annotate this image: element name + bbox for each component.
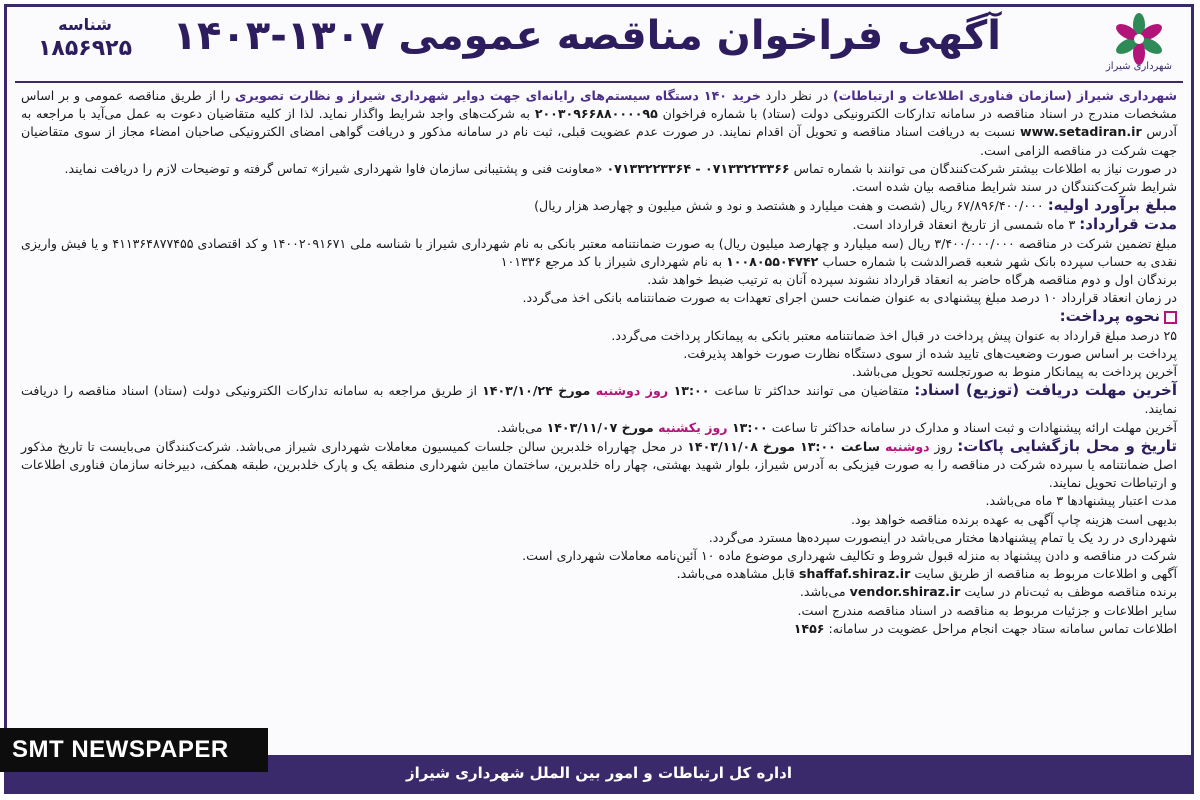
- estimate-value: ۶۷/۸۹۶/۴۰۰/۰۰۰ ریال (شصت و هفت میلیارد و هشتصد و نود و شش میلیون و چهارصد هزار ریال): [534, 198, 1048, 214]
- guarantee-end: به نام شهرداری شیراز با کد مرجع ۱۰۱۳۳۶: [500, 253, 727, 269]
- submission-paragraph: [21, 419, 1177, 437]
- payment-title-row: [21, 307, 1177, 326]
- ad-footer: اداره کل ارتباطات و امور بین الملل شهرداری شیراز: [7, 755, 1191, 791]
- ad-title: آگهی فراخوان مناقصه عمومی ۱۳۰۷-۱۴۰۳: [172, 13, 1001, 59]
- ten-percent-paragraph: در زمان انعقاد قرارداد ۱۰ درصد مبلغ پیشنهادی به عنوان ضمانت حسن اجرای تعهدات به صورت ضمانتنامه بانکی اخذ می‌گردد.: [522, 290, 1177, 306]
- deadline-end: از طریق مراجعه به سامانه تدارکات الکترونیکی دولت (ستاد) اسناد مناقصه را دریافت نمایند.: [21, 383, 1177, 417]
- shaffaf-link: shaffaf.shiraz.ir: [798, 566, 911, 582]
- list-line: مدت اعتبار پیشنهادها ۳ ماه می‌باشد.: [985, 493, 1177, 509]
- vendor-link: vendor.shiraz.ir: [849, 584, 961, 600]
- opening-end: در محل چهارراه خلدبرین سالن جلسات کمیسیون معاملات شهرداری شیراز می‌باشد. شرکت‌کنندگان می‌بایست تا تاریخ مذکور اصل ضمانتنامه یا سپرده شرکت در مناقصه را به صورت فیزیکی به آدرس شیراز، بلوار شهید بهشتی، چهار راه خلدبرین، ساختمان مابین شهرداری منطقه یک و پارک خلدبرین، طبقه همکف، دبیرخانه سازمان فناوری اطلاعات و ارتباطات تحویل نمایند.: [21, 438, 1177, 491]
- guarantee-paragraph: [21, 235, 1177, 271]
- setad-contact-text: اطلاعات تماس سامانه ستاد جهت انجام مراحل عضویت در سامانه:: [824, 620, 1177, 636]
- conditions-paragraph: شرایط شرکت‌کنندگان در سند شرایط مناقصه بیان شده است.: [851, 179, 1177, 195]
- advertisement-frame: [4, 4, 1194, 794]
- contract-label: مدت قرارداد:: [1079, 215, 1177, 234]
- estimate-paragraph: [21, 196, 1177, 215]
- estimate-label: مبلغ برآورد اولیه:: [1047, 196, 1177, 215]
- guarantee-text: مبلغ تضمین شرکت در مناقصه ۳/۴۰۰/۰۰۰/۰۰۰ ریال (سه میلیارد و چهارصد میلیون ریال) به صورت ضمانتنامه معتبر بانکی به نام شهرداری شیراز با شناسه ملی ۱۴۰۰۲۰۹۱۶۷۱ و کد اقتصادی ۴۱۱۳۶۴۸۷۷۴۵۵ و یا فیش واریزی نقدی به حساب سپرده بانک شهر شعبه قصرالدشت با شماره حساب: [21, 235, 1177, 269]
- guarantee-account: ۱۰۰۸۰۵۵۰۴۷۴۲: [726, 253, 819, 269]
- intro-paragraph: [21, 87, 1177, 160]
- opening-time: ساعت ۱۳:۰۰: [800, 438, 886, 454]
- list-line: شرکت در مناقصه و دادن پیشنهاد به منزله قبول شروط و تکالیف شهرداری موضوع ماده ۱۰ آئین‌نامه معاملات شهرداری است.: [522, 548, 1177, 564]
- opening-text: روز: [929, 438, 958, 454]
- intro-mid: در نظر دارد: [760, 88, 833, 103]
- submission-time: ۱۳:۰۰: [731, 419, 768, 435]
- setad-contact-number: ۱۴۵۶: [793, 620, 825, 636]
- opening-label: تاریخ و محل بازگشایی پاکات:: [957, 436, 1178, 455]
- payment-title: نحوه پرداخت:: [1059, 307, 1160, 326]
- winners-paragraph: برندگان اول و دوم مناقصه هرگاه حاضر به انعقاد قرارداد نشوند سپرده آنان به ترتیب ضبط خواهد شد.: [647, 272, 1177, 288]
- contact-paragraph: [21, 160, 1177, 178]
- org-name: شهرداری شیراز (سازمان فناوری اطلاعات و ارتباطات): [832, 88, 1177, 103]
- ad-body: [21, 87, 1177, 751]
- contact-phone: ۰۷۱۳۳۲۲۳۳۶۶ - ۰۷۱۳۳۲۲۳۳۶۴: [606, 160, 790, 176]
- deadline-time: ۱۳:۰۰: [673, 383, 710, 399]
- intro-end: نسبت به دریافت اسناد مناقصه و تحویل آن اقدام نمایند. در صورت عدم عضویت قبلی، ثبت نام در سامانه مذکور و دریافت گواهی امضای الکترونیکی صاحبان امضاء مجاز از سوی متقاضیان جهت شرکت در مناقصه الزامی است.: [21, 124, 1177, 158]
- contract-paragraph: [21, 215, 1177, 234]
- ad-header: [7, 7, 1191, 81]
- deadline-date: مورخ ۱۴۰۳/۱۰/۲۴: [482, 383, 596, 399]
- payment-item: ۲۵ درصد مبلغ قرارداد به عنوان پیش پرداخت در قبال اخذ ضمانتنامه معتبر بانکی به پیمانکار پرداخت می‌گردد.: [611, 327, 1177, 343]
- list-line: [21, 583, 1177, 601]
- list-line: [21, 620, 1177, 638]
- intro-rest: را از طریق مناقصه عمومی و بر اساس مشخصات مندرج در اسناد مناقصه در سامانه تدارکات الکترونیکی دولت (ستاد) با شماره فراخوان: [21, 88, 1177, 122]
- contact-text: در صورت نیاز به اطلاعات بیشتر شرکت‌کنندگان می توانند با شماره تماس: [789, 160, 1177, 176]
- deadline-text: متقاضیان می توانند حداکثر تا ساعت: [709, 383, 915, 399]
- purchase-subject: خرید ۱۴۰ دستگاه سیستم‌های رایانه‌ای جهت دوایر شهرداری شیراز و نظارت تصویری: [234, 88, 761, 103]
- intro-tail: به شرکت‌های واجد شرایط واگذار نماید. لذا از کلیه متقاضیان دعوت به عمل می‌آید با مراجعه به آدرس: [21, 106, 1177, 140]
- header-divider: [15, 81, 1183, 83]
- submission-date: مورخ ۱۴۰۳/۱۱/۰۷: [546, 419, 659, 435]
- submission-day: روز یکشنبه: [658, 419, 732, 435]
- tender-number: ۲۰۰۳۰۹۶۶۸۸۰۰۰۰۹۵: [534, 106, 658, 122]
- submission-text: آخرین مهلت ارائه پیشنهادات و ثبت اسناد و مدارک در سامانه حداکثر تا ساعت: [767, 419, 1177, 435]
- list-line: [21, 565, 1177, 583]
- submission-end: می‌باشد.: [496, 419, 547, 435]
- logo-text: شهرداری شیراز: [1105, 61, 1173, 72]
- list-line: شهرداری در رد یک یا تمام پیشنهادها مختار می‌باشد در اینصورت سپرده‌ها مسترد می‌گردد.: [708, 529, 1177, 545]
- shenaseh-value: ۱۸۵۶۹۲۵: [38, 36, 132, 61]
- contact-end: «معاونت فنی و پشتیبانی سازمان فاوا شهرداری شیراز» تماس گرفته و توضیحات لازم را دریافت نمایند.: [64, 160, 607, 176]
- smt-newspaper-watermark: [0, 728, 268, 772]
- list-line: سایر اطلاعات و جزئیات مربوط به مناقصه در اسناد مناقصه مندرج است.: [797, 602, 1177, 618]
- setad-link: www.setadiran.ir: [1019, 124, 1142, 140]
- shaffaf-end: قابل مشاهده می‌باشد.: [676, 566, 799, 582]
- bullet-icon: [1164, 311, 1177, 324]
- vendor-end: می‌باشد.: [799, 584, 850, 600]
- payment-item: پرداخت بر اساس صورت وضعیت‌های تایید شده از سوی دستگاه نظارت صورت خواهد پذیرفت.: [683, 345, 1177, 361]
- vendor-text: برنده مناقصه موظف به ثبت‌نام در سایت: [960, 584, 1177, 600]
- opening-date: مورخ ۱۴۰۳/۱۱/۰۸: [687, 438, 801, 454]
- payment-item: آخرین پرداخت به پیمانکار منوط به صورتجلسه تحویل می‌باشد.: [851, 364, 1177, 380]
- list-line: بدیهی است هزینه چاپ آگهی به عهده برنده مناقصه خواهد بود.: [851, 511, 1177, 527]
- deadline-label: آخرین مهلت دریافت (توزیع) اسناد:: [914, 381, 1177, 400]
- deadline-day: روز دوشنبه: [595, 383, 674, 399]
- shenaseh-label: شناسه: [58, 15, 112, 34]
- shenaseh-box: [25, 15, 145, 61]
- watermark-text: SMT NEWSPAPER: [12, 736, 229, 763]
- contract-value: ۳ ماه شمسی از تاریخ انعقاد قرارداد است.: [852, 217, 1080, 233]
- opening-paragraph: [21, 437, 1177, 493]
- deadline-paragraph: [21, 381, 1177, 418]
- shaffaf-text: آگهی و اطلاعات مربوط به مناقصه از طریق سایت: [910, 566, 1177, 582]
- opening-day: دوشنبه: [885, 438, 930, 454]
